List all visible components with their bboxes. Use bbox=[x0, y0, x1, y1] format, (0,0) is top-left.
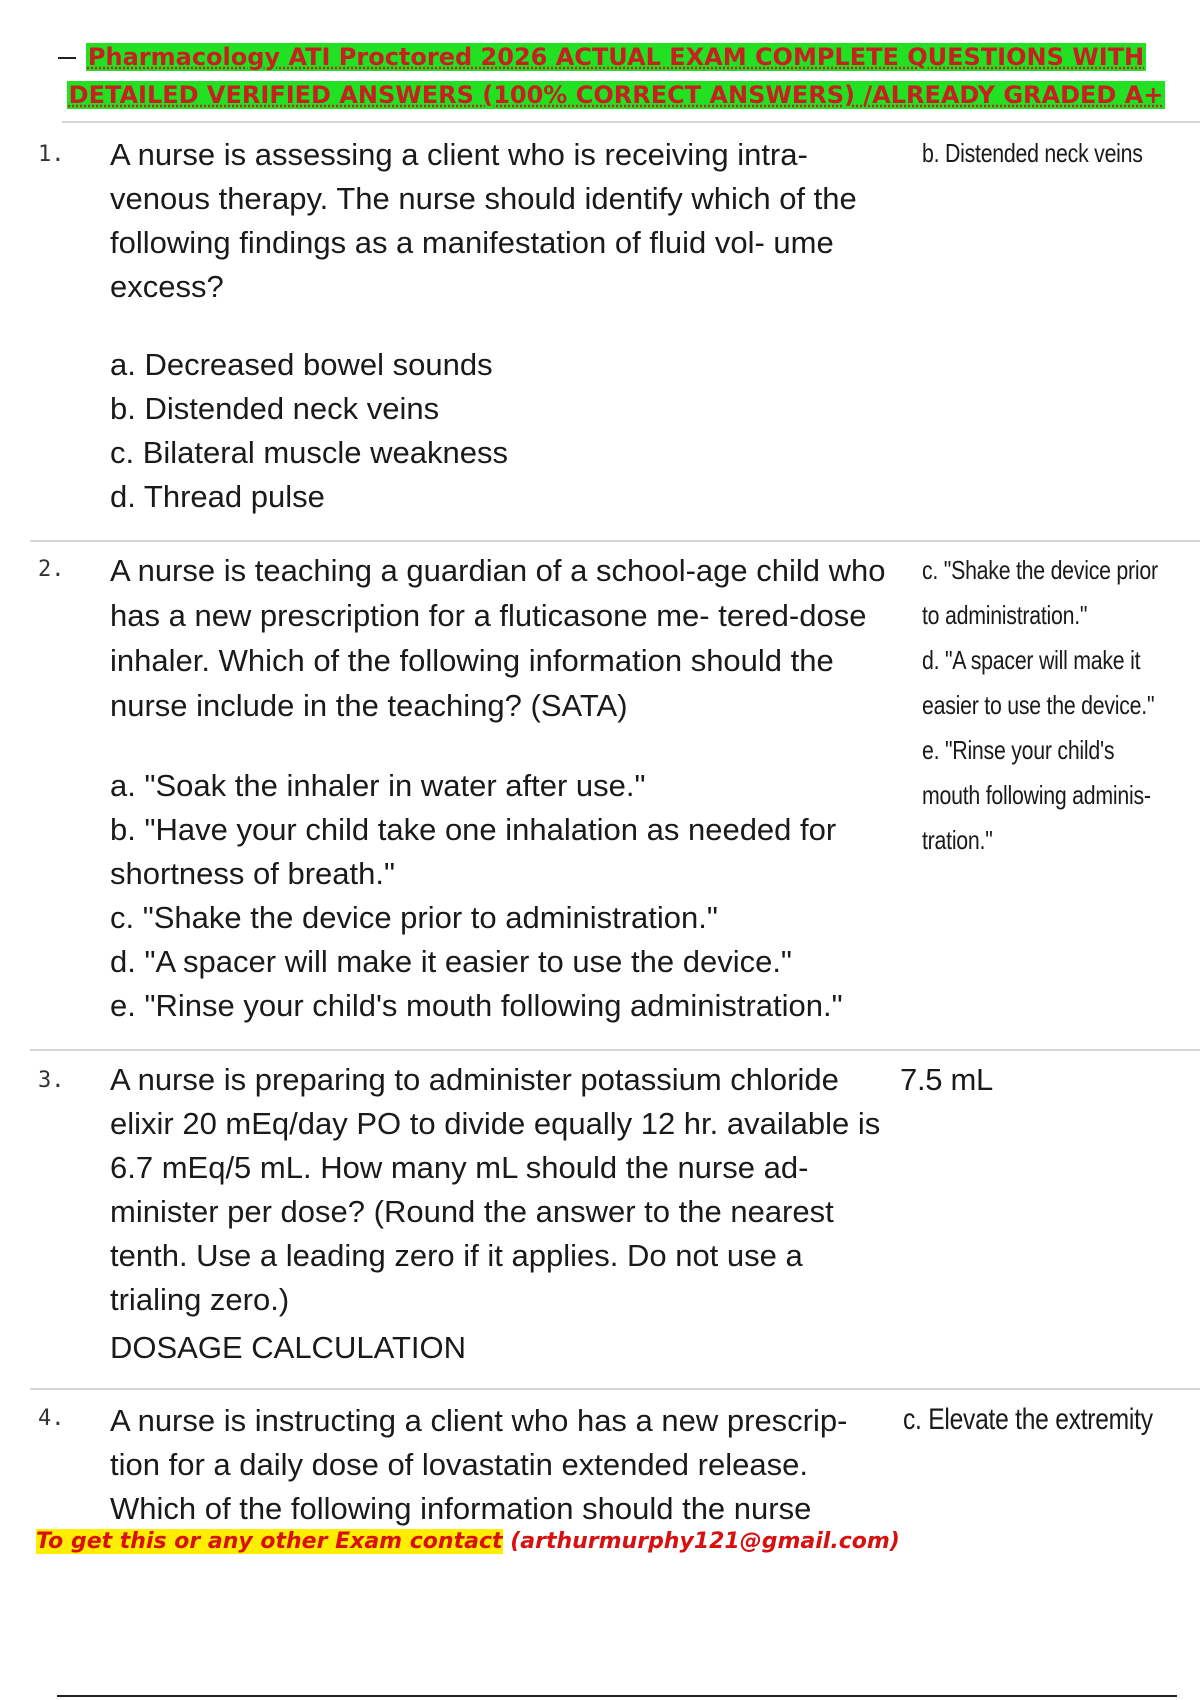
question-4-text: A nurse is instructing a client who has a new prescrip- tion for a daily dose of lovastatin extended release. Which of the following information should the nurse bbox=[110, 1403, 848, 1526]
bottom-line bbox=[57, 1695, 1177, 1697]
question-3-text: A nurse is preparing to administer potassium chloride elixir 20 mEq/day PO to divide equally 12 hr. available is 6.7 mEq/5 mL. How many mL should the nurse ad- minister per dose? (Round the answer to the nearest tenth. Use a leading zero if it applies. Do not use a trialing zero.) bbox=[110, 1062, 881, 1317]
option-c: c. Bilateral muscle weakness bbox=[110, 435, 508, 470]
answer-line: easier to use the device." bbox=[922, 690, 1155, 720]
answer-line: 7.5 mL bbox=[900, 1062, 993, 1097]
contact-email-link[interactable]: (arthurmurphy121@gmail.com) bbox=[510, 1529, 900, 1554]
question-3-category: DOSAGE CALCULATION bbox=[110, 1330, 467, 1365]
title-line-1: Pharmacology ATI Proctored 2026 ACTUAL EXAM COMPLETE QUESTIONS WITH bbox=[87, 43, 1145, 71]
page-title bbox=[66, 38, 1166, 114]
divider-1 bbox=[30, 540, 1200, 542]
option-a: a. Decreased bowel sounds bbox=[110, 347, 493, 382]
contact-footer bbox=[36, 1527, 900, 1557]
answer-line: d. "A spacer will make it bbox=[922, 645, 1141, 675]
question-4-answer bbox=[903, 1397, 1174, 1442]
answer-line: e. "Rinse your child's bbox=[922, 735, 1115, 765]
question-1-options bbox=[110, 343, 910, 519]
answer-line: tration." bbox=[922, 825, 993, 855]
option-d: d. Thread pulse bbox=[110, 479, 325, 514]
option-b: b. "Have your child take one inhalation as needed for shortness of breath." bbox=[110, 812, 837, 891]
answer-line: b. Distended neck veins bbox=[922, 138, 1143, 168]
option-d: d. "A spacer will make it easier to use the device." bbox=[110, 944, 792, 979]
divider-top bbox=[62, 121, 1200, 123]
question-1-text: A nurse is assessing a client who is receiving intra- venous therapy. The nurse should identify which of the following findings as a manifestation of fluid vol- ume excess? bbox=[110, 137, 857, 304]
answer-line: c. Elevate the extremity bbox=[903, 1403, 1153, 1436]
answer-line: c. "Shake the device prior bbox=[922, 555, 1158, 585]
question-2-number: 2. bbox=[38, 557, 65, 582]
question-4-number: 4. bbox=[38, 1406, 65, 1431]
question-1-answer bbox=[922, 131, 1143, 176]
title-line-2: DETAILED VERIFIED ANSWERS (100% CORRECT ANSWERS) /ALREADY GRADED A+ bbox=[68, 81, 1164, 109]
question-1-number: 1. bbox=[38, 142, 65, 167]
question-2-options bbox=[110, 764, 910, 1028]
option-e: e. "Rinse your child's mouth following administration." bbox=[110, 988, 843, 1023]
divider-2 bbox=[30, 1049, 1200, 1051]
answer-line: mouth following adminis- bbox=[922, 780, 1151, 810]
contact-prompt: To get this or any other Exam contact bbox=[36, 1529, 503, 1554]
question-3-number: 3. bbox=[38, 1068, 65, 1093]
question-3-answer bbox=[900, 1058, 1170, 1102]
option-c: c. "Shake the device prior to administration." bbox=[110, 900, 718, 935]
option-a: a. "Soak the inhaler in water after use." bbox=[110, 768, 646, 803]
answer-line: to administration." bbox=[922, 600, 1088, 630]
option-b: b. Distended neck veins bbox=[110, 391, 440, 426]
question-2-text: A nurse is teaching a guardian of a school-age child who has a new prescription for a fluticasone me- tered-dose inhaler. Which of the following information should the nurse include in the teaching? (SATA) bbox=[110, 553, 886, 723]
divider-3 bbox=[30, 1388, 1200, 1390]
question-2-answer bbox=[922, 548, 1158, 863]
